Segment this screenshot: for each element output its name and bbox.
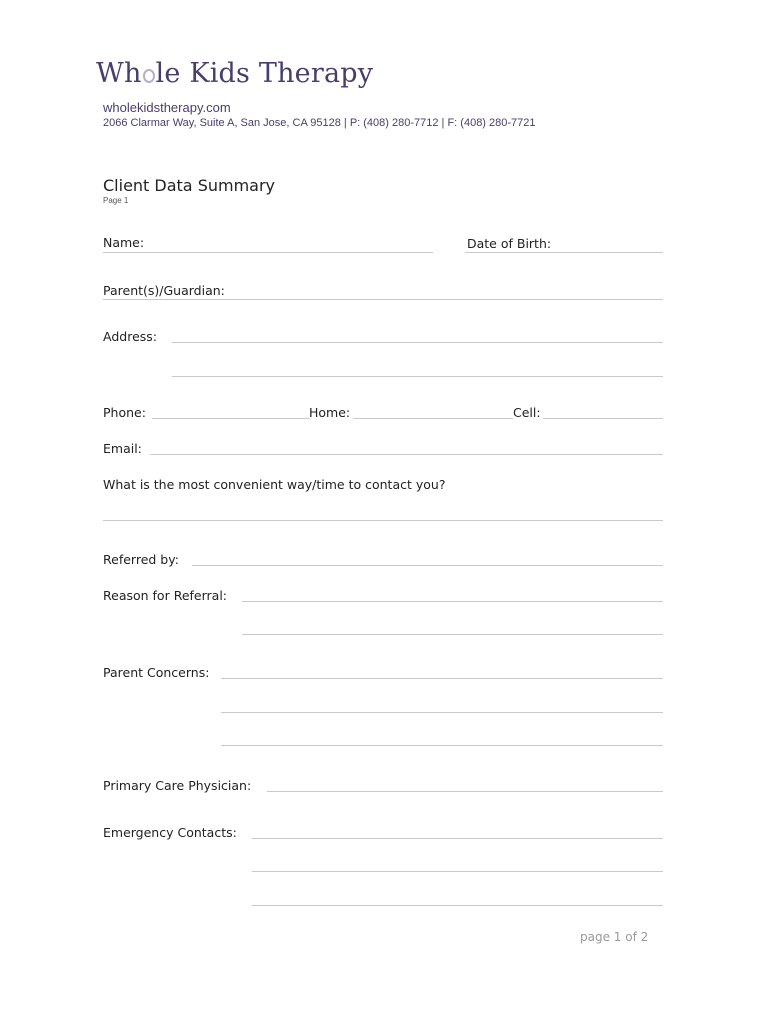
dob-label: Date of Birth: bbox=[467, 236, 552, 251]
contact-preference-field[interactable] bbox=[103, 520, 663, 521]
referral-reason-field-line-2[interactable] bbox=[242, 634, 663, 635]
page-label: Page 1 bbox=[103, 196, 129, 205]
emergency-contacts-field-line-3[interactable] bbox=[252, 905, 663, 906]
parent-label: Parent(s)/Guardian: bbox=[103, 283, 225, 298]
referral-reason-field-line-1[interactable] bbox=[242, 601, 663, 602]
home-field[interactable] bbox=[353, 418, 513, 419]
email-label: Email: bbox=[103, 441, 142, 456]
logo-o-circle-icon bbox=[143, 69, 155, 83]
parent-concerns-field-line-2[interactable] bbox=[221, 712, 663, 713]
dob-field[interactable] bbox=[465, 252, 663, 253]
emergency-contacts-label: Emergency Contacts: bbox=[103, 825, 237, 840]
name-label: Name: bbox=[103, 235, 145, 250]
referred-by-label: Referred by: bbox=[103, 552, 179, 567]
parent-concerns-field-line-1[interactable] bbox=[221, 678, 663, 679]
contact-preference-label: What is the most convenient way/time to contact you? bbox=[103, 477, 446, 492]
home-label: Home: bbox=[309, 405, 351, 420]
name-field[interactable] bbox=[103, 252, 433, 253]
website-link[interactable]: wholekidstherapy.com bbox=[103, 100, 231, 115]
physician-field[interactable] bbox=[267, 791, 663, 792]
address-field-line-2[interactable] bbox=[172, 376, 663, 377]
page-indicator: page 1 of 2 bbox=[580, 930, 649, 944]
email-field[interactable] bbox=[150, 454, 663, 455]
emergency-contacts-field-line-1[interactable] bbox=[252, 838, 663, 839]
parent-concerns-field-line-3[interactable] bbox=[221, 745, 663, 746]
referred-by-field[interactable] bbox=[192, 565, 663, 566]
contact-address: 2066 Clarmar Way, Suite A, San Jose, CA 95128 | P: (408) 280-7712 | F: (408) 280-7721 bbox=[103, 117, 536, 129]
physician-label: Primary Care Physician: bbox=[103, 778, 252, 793]
address-field-line-1[interactable] bbox=[172, 342, 663, 343]
emergency-contacts-field-line-2[interactable] bbox=[252, 871, 663, 872]
address-label: Address: bbox=[103, 329, 157, 344]
company-logo: Wh le Kids Therapy bbox=[96, 58, 374, 89]
form-title: Client Data Summary bbox=[103, 176, 276, 195]
cell-label: Cell: bbox=[513, 405, 541, 420]
referral-reason-label: Reason for Referral: bbox=[103, 588, 227, 603]
phone-field[interactable] bbox=[152, 418, 309, 419]
parent-concerns-label: Parent Concerns: bbox=[103, 665, 210, 680]
phone-label: Phone: bbox=[103, 405, 146, 420]
cell-field[interactable] bbox=[543, 418, 663, 419]
parent-field[interactable] bbox=[103, 299, 663, 300]
